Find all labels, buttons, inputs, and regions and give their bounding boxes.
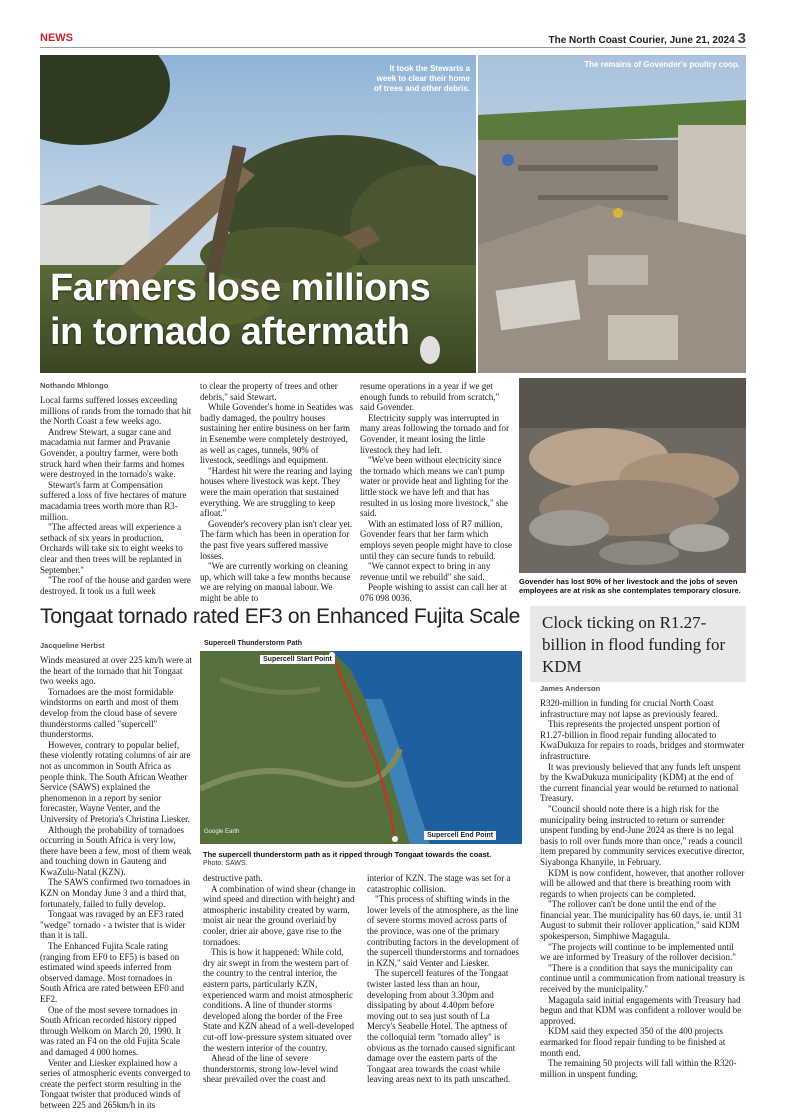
- story2-column-3: [367, 873, 520, 1085]
- photo3-caption-line: employees are at risk as she contemplates temporary closure.: [519, 586, 741, 595]
- headline-line: in tornado aftermath: [50, 311, 410, 353]
- paragraph: Stewart's farm at Compensation suffered a loss of five hectares of mature macadamia trees worth more than R3-million.: [40, 479, 187, 522]
- paragraph: interior of KZN. The stage was set for a catastrophic collision.: [367, 873, 511, 894]
- paragraph: "We've been without electricity since the tornado which means we can't pump water or provide heat and lighting for the little stock we have left and that has resulted in us losing more livestock," she said.: [360, 455, 509, 519]
- paragraph: The Enhanced Fujita Scale rating (ranging from EF0 to EF5) is based on estimated wind speeds inferred from observed damage. Most tornadoes in South Africa are rated between EF0 and EF2.: [40, 941, 184, 1004]
- story1-column-3: [360, 381, 513, 603]
- map-photo-credit: Photo: SAWS.: [203, 860, 248, 867]
- photo2-caption: The remains of Govender's poultry coop.: [584, 60, 740, 69]
- paper-date: The North Coast Courier, June 21, 2024: [548, 35, 735, 46]
- photo1-caption-line: week to clear their home: [376, 74, 470, 83]
- map-credit: Google Earth: [204, 829, 240, 835]
- section-label: NEWS: [40, 32, 73, 44]
- paragraph: "The projects will continue to be implemented until we are informed by Treasury of the rollover decision.": [540, 941, 736, 963]
- story1-column-2: [200, 381, 353, 603]
- map-start-label: Supercell Start Point: [260, 655, 335, 664]
- paragraph: destructive path.: [203, 873, 263, 883]
- byline-story1: Nothando Mhlongo: [40, 381, 109, 390]
- map-image: [200, 639, 522, 844]
- paragraph: "The affected areas will experience a setback of six years in production. Orchards will take six to eight weeks to clear and then trees will be replanted in September.": [40, 522, 183, 575]
- paragraph: Venter and Liesker explained how a series of atmospheric events converged to create the perfect storm resulting in the Tongaat twister that produced winds of between 225 and 265km/h in its: [40, 1057, 191, 1110]
- story3-column: [540, 698, 746, 1079]
- story1-column-1: [40, 395, 193, 596]
- paragraph: Winds measured at over 225 km/h were at the heart of the tornado that hit Tongaat two weeks ago.: [40, 655, 192, 687]
- paragraph: Tornadoes are the most formidable windstorms on earth and most of them develop from the cloud base of severe thunderstorms called "supercell" thunderstorms.: [40, 686, 179, 740]
- paragraph: A combination of wind shear (change in wind speed and direction with height) and atmospheric instability created by warm, moist air near the ground overlaid by cooler, drier air above, gave rise to the tornadoes.: [203, 883, 356, 947]
- paragraph: resume operations in a year if we get enough funds to rebuild from scratch," said Govender.: [360, 381, 500, 413]
- headline-line: Farmers lose millions: [50, 267, 431, 309]
- headline-tongaat: Tongaat tornado rated EF3 on Enhanced Fujita Scale: [40, 605, 520, 628]
- paragraph: "We cannot expect to bring in any revenue until we rebuild" she said.: [360, 561, 491, 582]
- coop-ruins-image: [478, 55, 746, 373]
- livestock-image: [519, 378, 746, 573]
- paragraph: This is how it happened: While cold, dry air swept in from the western part of the country to the central interior, the eastern parts, particularly KZN, experienced warm and moist atmospheric conditions. A line of thunder storms developed along the border of the Free State and KZN ahead of a well-developed cut-off low-pressure system situated over the western interior of the country.: [203, 947, 354, 1053]
- paragraph: It was previously believed that any funds left unspent by the KwaDukuza municipality (KDM) at the end of the current financial year would be returned to national Treasury.: [540, 761, 741, 804]
- paragraph: to clear the property of trees and other debris," said Stewart.: [200, 381, 338, 402]
- paragraph: Andrew Stewart, a sugar cane and macadamia nut farmer and Pravanie Govender, a poultry farmer, were both struck hard when their farms and homes were destroyed in the tornado's wake.: [40, 426, 185, 480]
- paragraph: Magagula said initial engagements with Treasury had begun and that KDM was confident a rollover would be approved.: [540, 994, 742, 1026]
- photo-poultry-coop: [478, 55, 746, 373]
- paragraph: "The roof of the house and garden were destroyed. It took us a full week: [40, 575, 191, 596]
- photo1-caption-line: of trees and other debris.: [373, 84, 470, 93]
- map-caption: The supercell thunderstorm path as it ripped through Tongaat towards the coast.: [203, 850, 492, 859]
- headline-kdm: Clock ticking on R1.27-billion in flood funding for KDM: [542, 613, 726, 676]
- paragraph: People wishing to assist can call her at 076 098 0036.: [360, 582, 507, 603]
- map-end-label: Supercell End Point: [424, 831, 496, 840]
- paragraph: "Hardest hit were the rearing and laying houses where livestock was kept. They were the main operation that sustained everything. We are struggling to keep afloat.": [200, 465, 353, 519]
- paragraph: Electricity supply was interrupted in many areas following the tornado and for Govender, it meant losing the little livestock they had left.: [360, 412, 509, 455]
- paragraph: With an estimated loss of R7 million, Govender fears that her farm which employs seven people might have to close until they can secure funds to rebuild.: [360, 518, 512, 561]
- story2-column-1: [40, 655, 193, 1111]
- byline-story3: James Anderson: [540, 684, 601, 693]
- paragraph: R320-million in funding for crucial North Coast infrastructure may not lapse as previously feared.: [540, 698, 718, 719]
- headline-farmers: [50, 266, 470, 354]
- paragraph: Although the probability of tornadoes occurring in South Africa is very low, there have been a few, most of them weak and touching down in Gauteng and KwaZulu-Natal (KZN).: [40, 824, 192, 877]
- map-title: Supercell Thunderstorm Path: [204, 640, 303, 647]
- paragraph: "Council should note there is a high risk for the municipality being instructed to return or surrender unspent funding by end-June 2024 as there is no legal basis to roll over funds more than once," reads a council item prepared by community services executive director, Siyabonga Khanyile, in February.: [540, 803, 745, 867]
- byline-story2: Jacqueline Herbst: [40, 641, 105, 650]
- paragraph: Govender's recovery plan isn't clear yet. The farm which has been in operation for the past five years suffered massive losses.: [200, 518, 353, 561]
- photo-livestock-loss: [519, 378, 746, 573]
- photo1-caption-line: It took the Stewarts a: [389, 64, 470, 73]
- paragraph: "The rollover can't be done until the end of the financial year. The municipality has 60 days, ie. until 31 August to submit their rollover application," said KDM spokesperson, Simphiwe Magagula.: [540, 899, 743, 942]
- paragraph: While Govender's home in Seatides was badly damaged, the poultry houses sustaining her entire business on her farm in Esenembe were completely destroyed, as well as cages, tunnels, 90% of livestock, seedlings and equipment.: [200, 402, 353, 466]
- page-number: 3: [737, 30, 746, 47]
- paragraph: "We are currently working on cleaning up, which will take a few months because we are relying on manual labour. We might be able to: [200, 561, 351, 603]
- paragraph: The supercell features of the Tongaat twister lasted less than an hour, developing from about 3.30pm and dissipating by about 4.40pm before moving out to sea just south of La Mercy's Seabelle Hotel. The aptness of the colloquial term "tornado alley" is obvious as the tornado caused significant damage over the eastern parts of the Tongaat area towards the coast while leaving areas next to its path unscathed.: [367, 968, 516, 1085]
- paragraph: However, contrary to popular belief, these violently rotating columns of air are not as uncommon in South Africa as people think. The South African Weather Service (SAWS) explained the phenomenon in a report by senior forecaster, Wayne Venter, and the University of Pretoria's Christina Liesker.: [40, 739, 191, 824]
- storm-path-map: [200, 639, 522, 844]
- paragraph: Local farms suffered losses exceeding millions of rands from the tornado that hit the North Coast a few weeks ago.: [40, 395, 192, 427]
- paragraph: KDM is now confident, however, that another rollover will be allowed and that there is breathing room with regards to when projects can be completed.: [540, 867, 745, 899]
- header-rule: [40, 47, 746, 48]
- paragraph: Tongaat was ravaged by an EF3 rated "wedge" tornado - a twister that is wider than it is tall.: [40, 909, 186, 941]
- paragraph: Ahead of the line of severe thunderstorms, strong low-level wind shear prevailed over the coast and: [203, 1053, 338, 1085]
- paragraph: "There is a condition that says the municipality can continue until a communication from national treasury is received by the municipality.": [540, 962, 745, 995]
- paragraph: This represents the projected unspent portion of R1.27-billion in flood repair funding allocated to KwaDukuza for repairs to roads, bridges and stormwater infrastructure.: [540, 719, 745, 761]
- paragraph: KDM said they expected 350 of the 400 projects earmarked for flood repair funding to be finished at month end.: [540, 1026, 726, 1058]
- photo3-caption-line: Govender has lost 90% of her livestock and the jobs of seven: [519, 577, 738, 586]
- paragraph: The remaining 50 projects will fall within the R320-million in unspent funding.: [540, 1058, 737, 1079]
- photo3-caption: [519, 577, 749, 595]
- story2-column-2: [203, 873, 356, 1085]
- paragraph: "This process of shifting winds in the lower levels of the atmosphere, as the line of severe storms moved across parts of the province, was one of the primary contributing factors in the development of the supercell thunderstorms and tornadoes in KZN," said Venter and Liesker.: [367, 894, 519, 968]
- masthead: [548, 30, 746, 47]
- paragraph: One of the most severe tornadoes in South African recorded history ripped through Welkom on March 20, 1990. It was rated an F4 on the old Fujita Scale and damaged 4 000 homes.: [40, 1004, 182, 1057]
- photo1-caption: [330, 64, 470, 94]
- paragraph: The SAWS confirmed two tornadoes in KZN on Monday June 3 and a third that, fortunately, failed to fully develop.: [40, 877, 191, 909]
